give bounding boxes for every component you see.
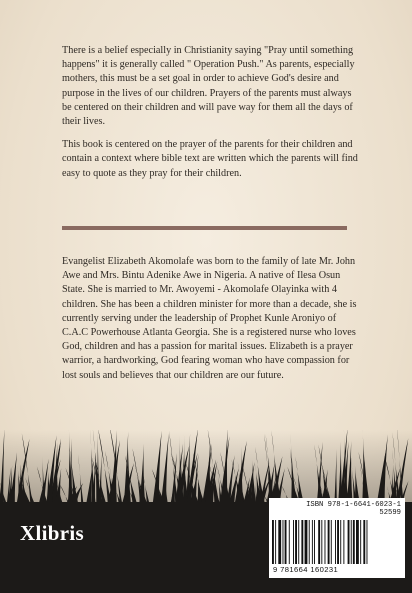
barcode-bar — [331, 520, 332, 564]
barcode-bar — [356, 520, 359, 564]
barcode-bar — [328, 520, 330, 564]
barcode-bar — [283, 520, 284, 564]
barcode-bar — [325, 520, 326, 564]
barcode-bar — [367, 520, 368, 564]
barcode-bar — [340, 520, 341, 564]
isbn-line-2: 52599 — [379, 509, 401, 517]
blurb — [62, 44, 362, 190]
barcode-bar — [351, 520, 352, 564]
barcode-bar — [343, 520, 344, 564]
author-bio-text: Evangelist Elizabeth Akomolafe was born to the family of late Mr. John Awe and Mrs. Bintu Adenike Awe in Nigeria. A native of Ilesa Osun State. She is married to Mr. Awoyemi - Akomolafe Olayinka with 4 children. She has been a children minister for more than a decade, she is currently serving under the leadership of Prophet Kunle Aroniyo of C.A.C Powerhouse Atlanta Georgia. She is a registered nurse who loves God, children and has a passion for marital issues. Elizabeth is a prayer warrior, a hardworking, God fearing woman who have compassion for lost souls and believes that our children are our future. — [62, 256, 357, 381]
barcode-bar — [298, 520, 299, 564]
barcode-bar — [353, 520, 355, 564]
barcode-bars — [272, 520, 402, 564]
divider-rule — [62, 226, 347, 230]
isbn-line-1: ISBN 978-1-6641-6023-1 — [306, 501, 401, 509]
barcode-bar — [289, 520, 290, 564]
barcode-bar — [301, 520, 303, 564]
blurb-paragraph-2: This book is centered on the prayer of the parents for their children and contain a context where bible text are written which the parents will find easy to quote as they pray for their children. — [62, 139, 358, 179]
barcode-bar — [348, 520, 350, 564]
barcode-bar — [305, 520, 308, 564]
barcode-bar — [318, 520, 320, 564]
barcode-bar — [293, 520, 294, 564]
barcode — [269, 498, 405, 578]
barcode-bar — [309, 520, 310, 564]
barcode-bar — [337, 520, 339, 564]
barcode-bar — [335, 520, 336, 564]
barcode-bar — [363, 520, 365, 564]
barcode-bar — [275, 520, 276, 564]
barcode-bar — [360, 520, 361, 564]
barcode-bar — [295, 520, 297, 564]
barcode-digits: 9 781664 160231 — [273, 565, 339, 574]
barcode-bar — [312, 520, 313, 564]
barcode-bar — [314, 520, 315, 564]
publisher-logo: Xlibris — [20, 521, 84, 545]
barcode-bar — [285, 520, 287, 564]
blurb-paragraph-1: There is a belief especially in Christianity saying "Pray until something happens" it is generally called " Operation Push." As parents, especially mothers, this must be a set goal in order to achieve God's desire and purpose in the lives of our children. Prayers of the parents must always be centered on their children and will pave way for them all the days of their lives. — [62, 45, 355, 128]
barcode-bar — [278, 520, 281, 564]
author-bio — [62, 255, 362, 383]
barcode-bar — [321, 520, 322, 564]
barcode-bar — [272, 520, 274, 564]
isbn-label — [273, 501, 401, 517]
